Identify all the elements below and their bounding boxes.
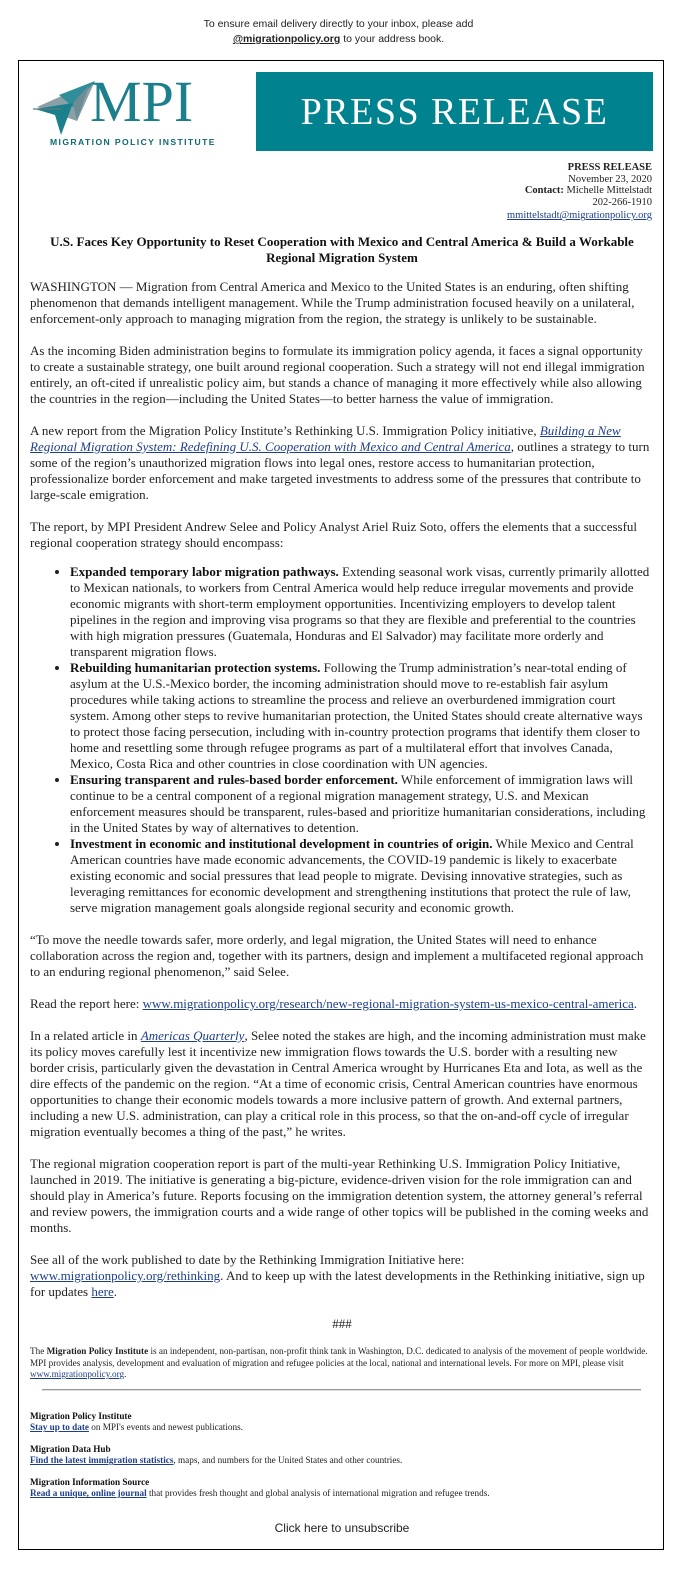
article-body [30, 234, 654, 1397]
stay-up-to-date-link[interactable]: Stay up to date [30, 1422, 89, 1433]
footer-block-text: that provides fresh thought and global analysis of international migration and refugee trends. [146, 1488, 490, 1499]
p7-text-before: In a related article in [30, 1028, 141, 1043]
list-item [70, 564, 654, 660]
preheader-line2 [0, 32, 677, 47]
email-header [33, 69, 653, 152]
mpi-logo[interactable] [33, 69, 249, 151]
paragraph-3 [30, 423, 654, 503]
footer-block-text: , maps, and numbers for the United States and other countries. [173, 1455, 403, 1466]
p9-text-middle: . And to keep up with the latest developments in the Rethinking initiative, sign up for updates [30, 1268, 645, 1299]
preheader-line2-suffix: to your address book. [340, 33, 445, 45]
footer-links [30, 1411, 654, 1509]
americas-quarterly-link[interactable]: Americas Quarterly [140, 1028, 245, 1043]
about-text-before: The [30, 1346, 47, 1356]
release-meta [507, 162, 652, 222]
rethinking-link[interactable]: www.migrationpolicy.org/rethinking [30, 1268, 221, 1283]
meta-contact-label: Contact: [524, 185, 564, 197]
report-title-link[interactable]: Building a New Regional Migration System: Redefining U.S. Cooperation with Mexico and Central America [30, 423, 621, 454]
quote-paragraph: “To move the needle towards safer, more orderly, and legal migration, the United States will need to enhance collaboration across the region and, together with its partners, design and implement a multifaceted regional approach to an enduring regional phenomenon,” said Selee. [30, 932, 644, 979]
read-report-paragraph [30, 996, 654, 1012]
preheader [0, 0, 677, 60]
meta-contact-name: Michelle Mittelstadt [563, 185, 652, 197]
bullet-text: While enforcement of immigration laws will continue to be a central component of a regional migration management strategy, U.S. and Mexican enforcement measures should be transparent, rules-based and prioritize humanitarian considerations, including in the United States by way of alternatives to detention. [70, 772, 646, 835]
recommendations-list [30, 564, 654, 916]
about-website-link[interactable]: www.migrationpolicy.org [30, 1369, 125, 1380]
logo-subtitle: MIGRATION POLICY INSTITUTE [50, 137, 216, 147]
paragraph-2: As the incoming Biden administration begins to formulate its immigration policy agenda, it faces a signal opportunity to create a sustainable strategy, one built around regional cooperation. Such a strategy will not end illegal immigration entirely, an oft-cited if unrealistic policy aim, but stands a chance of managing it more effectively while also allowing the countries in the region—including the United States—to better harness the value of immigration. [30, 343, 645, 406]
unsubscribe-link[interactable]: Click here to unsubscribe [274, 1521, 410, 1535]
related-article-paragraph [30, 1028, 654, 1140]
list-item [70, 772, 654, 836]
bullet-text: Extending seasonal work visas, currently primarily allotted to Mexican nationals, to workers from Central America would help reduce irregular movements and provide economic migrants with short-term employment opportunities. Incentivizing employers to develop talent pipelines in the region and improving visa programs so that they are flexible and preferential to the countries with high migration pressures (Guatemala, Honduras and El Salvador) may facilitate more orderly and transparent migration flows. [70, 564, 650, 659]
press-release-banner: PRESS RELEASE [256, 72, 653, 151]
bullet-text: Following the Trump administration’s near-total ending of asylum at the U.S.-Mexico border, the incoming administration should move to re-establish fair asylum procedures while taking actions to streamline the process and relieve an overburdened immigration court system. Among other steps to revive humanitarian protection, the United States should create alternative ways to protect those facing persecution, including with in-country protection programs that identify them closer to home and resettling some through refugee programs as part of a multilateral effort that involves Canada, Mexico, Costa Rica and other countries in close coordination with UN agencies. [70, 660, 643, 771]
signup-here-link[interactable]: here [91, 1284, 114, 1299]
footer-divider [42, 1389, 641, 1391]
initiative-paragraph: The regional migration cooperation report is part of the multi-year Rethinking U.S. Immigration Policy Initiative, launched in 2019. The initiative is generating a big-picture, evidence-driven vision for the role immigration can and should play in America’s future. Reports focusing on the immigration detention system, the attorney general’s referral and review powers, the immigration courts and a wide range of other topics will be published in the coming weeks and months. [30, 1156, 649, 1235]
about-org-name: Migration Policy Institute [46, 1346, 149, 1356]
p7-text-after: , Selee noted the stakes are high, and the incoming administration must make its policy moves carefully lest it incentivize new immigration flows towards the U.S. border with a resulting new border crisis, particularly given the devastation in Central America wrought by Hurricanes Eta and Iota, as well as the dire effects of the pandemic on the region. “At a time of economic crisis, Central American countries have enormous opportunities to change their economic models towards a more inclusive pattern of growth. And external partners, including a new U.S. administration, can play a critical role in this process, so that the on-and-off cycle of irregular migration eventually becomes a thing of the past,” he writes. [30, 1028, 646, 1139]
article-title: U.S. Faces Key Opportunity to Reset Cooperation with Mexico and Central America & Build a Workable Regional Migration System [50, 234, 634, 265]
bullet-heading: Ensuring transparent and rules-based border enforcement. [70, 772, 398, 787]
meta-email-link[interactable]: mmittelstadt@migrationpolicy.org [507, 210, 652, 222]
p3-text-after: , outlines a strategy to turn some of the region’s unauthorized migration flows into legal ones, restore access to humanitarian protection, professionalize border enforcement and make targeted investments to address some of the pressures that contribute to large-scale emigration. [30, 439, 650, 502]
footer-block-title: Migration Information Source [30, 1476, 150, 1487]
meta-phone: 202-266-1910 [592, 196, 652, 208]
logo-wordmark: MPI [90, 69, 194, 134]
paragraph-1: WASHINGTON — Migration from Central America and Mexico to the United States is an enduring, often shifting phenomenon that demands intelligent management. While the Trump administration focused heavily on a unilateral, enforcement-only approach to managing migration from the region, the strategy is unlikely to be sustainable. [30, 279, 635, 326]
end-mark: ### [332, 1316, 352, 1331]
bullet-heading: Rebuilding humanitarian protection systems. [70, 660, 321, 675]
paragraph-4: The report, by MPI President Andrew Selee and Policy Analyst Ariel Ruiz Soto, offers the elements that a successful regional cooperation strategy should encompass: [30, 519, 638, 550]
footer-block-title: Migration Data Hub [30, 1443, 111, 1454]
report-url-link[interactable]: www.migrationpolicy.org/research/new-regional-migration-system-us-mexico-central-america [142, 996, 634, 1011]
footer-block-data-hub [30, 1444, 654, 1467]
meta-contact [507, 185, 652, 197]
bullet-heading: Investment in economic and institutional development in countries of origin. [70, 836, 493, 851]
preheader-line1: To ensure email delivery directly to your inbox, please add [203, 18, 474, 30]
see-all-paragraph [30, 1252, 654, 1300]
p9-text-before: See all of the work published to date by the Rethinking Immigration Initiative here: [30, 1252, 465, 1267]
bullet-heading: Expanded temporary labor migration pathways. [70, 564, 339, 579]
p6-text-after: . [633, 996, 638, 1011]
email-frame [18, 60, 664, 1550]
p6-text-before: Read the report here: [30, 996, 143, 1011]
list-item [70, 660, 654, 772]
footer-block-text: on MPI's events and newest publications. [88, 1422, 243, 1433]
bullet-text: While Mexico and Central American countries have made economic advancements, the COVID-19 pandemic is likely to exacerbate existing economic and social pressures that lead people to migrate. Devising innovative strategies, such as leveraging remittances for economic development and strengthening institutions that protect the rule of law, serve migration management goals alongside regional security and economic growth. [70, 836, 634, 915]
footer-block-mpi [30, 1411, 654, 1434]
list-item [70, 836, 654, 916]
p9-text-after: . [113, 1284, 117, 1299]
immigration-statistics-link[interactable]: Find the latest immigration statistics [30, 1455, 174, 1466]
about-text-after: . [124, 1369, 127, 1380]
meta-label: PRESS RELEASE [567, 162, 652, 173]
about-text: is an independent, non-partisan, non-profit think tank in Washington, D.C. dedicated to analysis of the movement of people worldwide. MPI provides analysis, development and evaluation of migration and refugee policies at the local, national and international levels. For more on MPI, please visit [30, 1346, 648, 1368]
online-journal-link[interactable]: Read a unique, online journal [30, 1488, 147, 1499]
meta-date: November 23, 2020 [568, 173, 652, 185]
footer-block-title: Migration Policy Institute [30, 1411, 132, 1421]
about-mpi [30, 1346, 654, 1381]
p3-text-before: A new report from the Migration Policy Institute’s Rethinking U.S. Immigration Policy initiative, [30, 423, 540, 438]
footer-block-information-source [30, 1477, 654, 1500]
preheader-address-link[interactable]: @migrationpolicy.org [232, 33, 341, 45]
